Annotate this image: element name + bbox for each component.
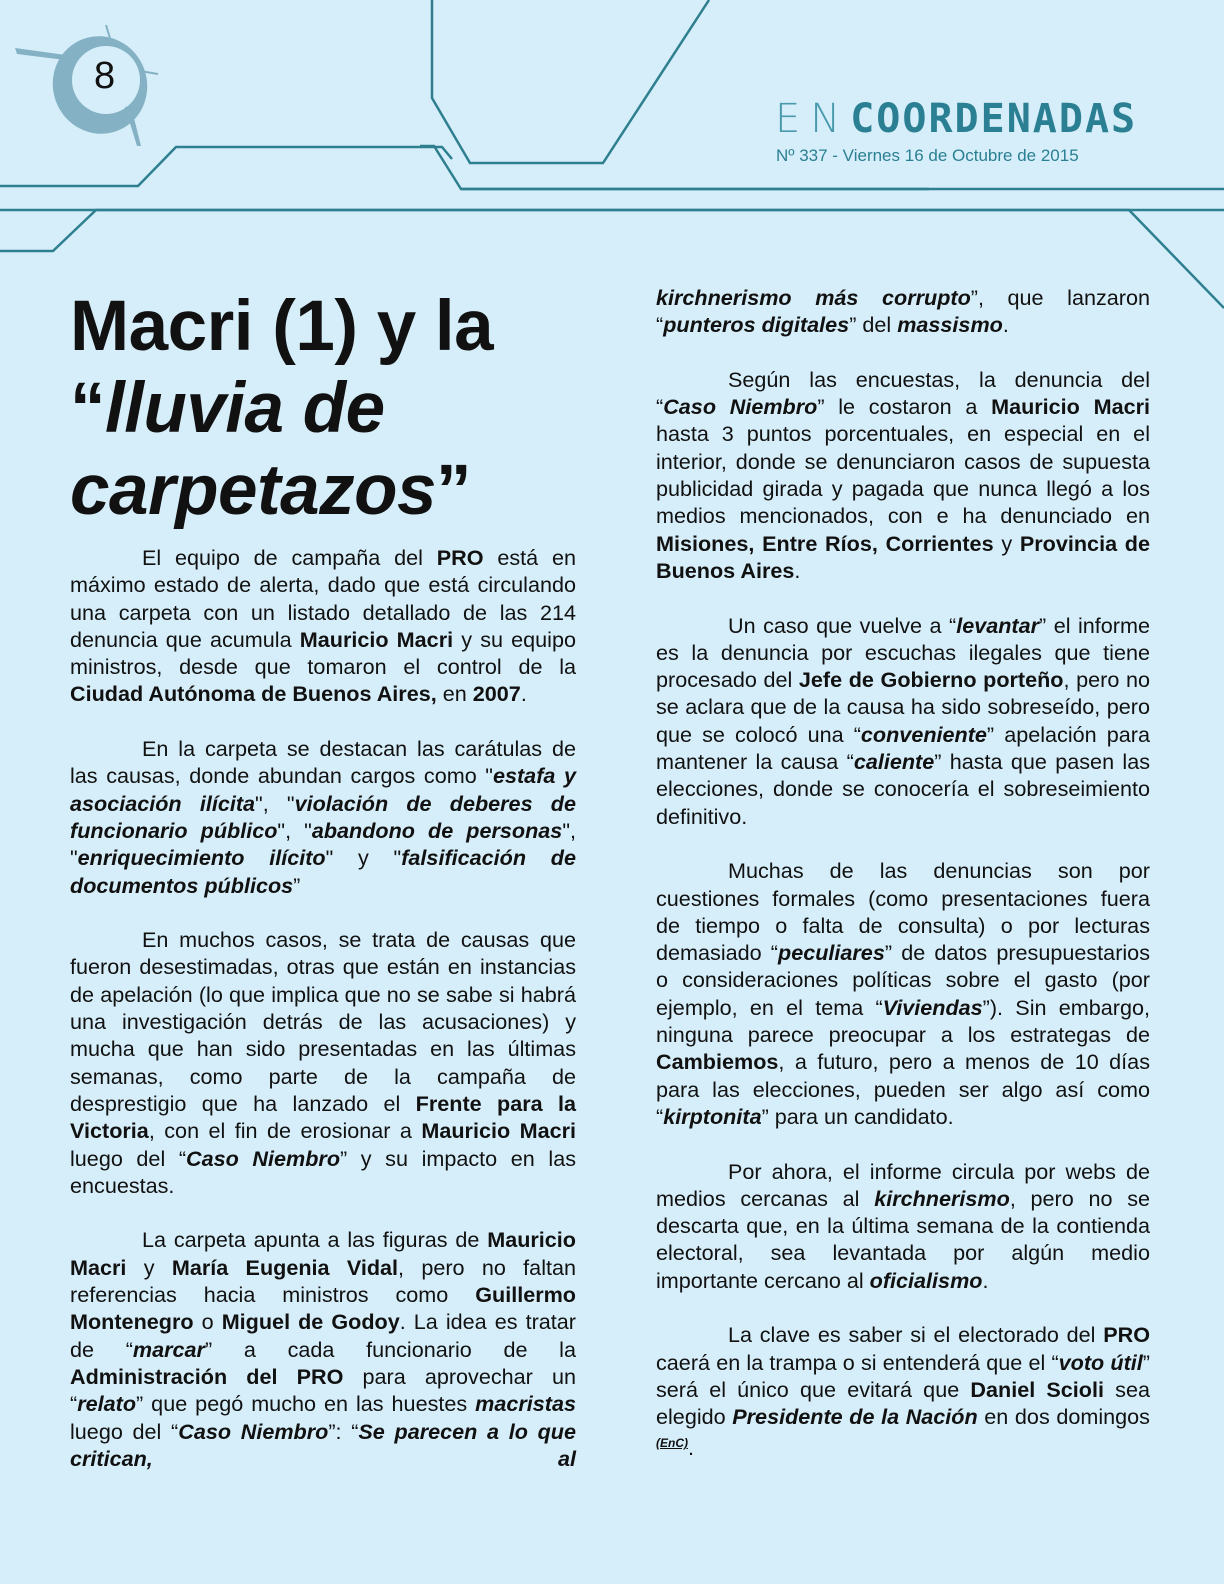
bold-text: Mauricio Macri [70,1227,576,1280]
text-run: . [688,1435,694,1461]
text-run: Muchas de las denuncias son por cuestiones formales (como presentaciones fuera de tiempo o falta de consulta) o por lecturas demasiado “ [656,858,1150,966]
text-run: ”, que lanzaron “ [656,285,1150,338]
bold-text: Guillermo Montenegro [70,1282,576,1335]
text-run: ” del [849,312,898,338]
text-run: La carpeta apunta a las figuras de [142,1227,488,1253]
bold-italic-text: levantar [956,612,1040,638]
text-run: " y " [325,845,402,871]
title-line1: Macri (1) y la [70,287,494,366]
text-run: sea elegido [656,1376,1150,1430]
bold-text: Mauricio Macri [299,626,454,652]
text-run: . La idea es tratar de “ [70,1309,577,1362]
text-run: y su equipo ministros, desde que tomaron el control de la [70,626,576,680]
bold-text: Misiones, Entre Ríos, Corrientes [656,530,994,556]
text-run: ”: “ [328,1418,359,1444]
text-run: para aprovechar un “ [70,1363,576,1417]
text-run: Un caso que vuelve a “ [728,612,957,638]
circuit-line [461,166,1224,189]
bold-text: Cambiemos [656,1049,779,1075]
article-paragraph [656,1321,1150,1462]
bold-italic-text: punteros digitales [663,312,850,338]
issue-line: Nº 337 - Viernes 16 de Octubre de 2015 [776,146,1079,165]
article-column-right [656,284,1150,1489]
text-run: , a futuro, pero a menos de 10 días para las elecciones, pueden ser algo así como “ [656,1049,1150,1129]
text-run: luego del “ [70,1418,179,1444]
text-run: , pero no faltan referencias hacia ministros como [70,1254,577,1308]
masthead-bold: COORDENADAS [850,96,1138,142]
bold-italic-text: caliente [853,749,935,775]
article-paragraph [656,857,1150,1130]
text-run: Según las encuestas, la denuncia del “ [656,366,1150,420]
text-run: ” y su impacto en las encuestas. [70,1145,576,1198]
text-run: . [520,681,527,707]
title-quote-close: ” [435,451,471,530]
bold-italic-text: Caso Niembro [178,1418,329,1444]
text-run: y [126,1254,172,1280]
bold-italic-text: oficialismo [869,1267,983,1293]
bold-italic-text: Presidente de la Nación [732,1404,978,1430]
text-run: ” será el único que evitará que [656,1349,1150,1402]
bold-italic-text: estafa y asociación ilícita [70,763,576,816]
bold-italic-text: Viviendas [882,994,983,1020]
bold-text: 2007 [472,681,521,707]
article-body-left [70,544,576,1472]
text-run: en [436,681,473,707]
signature-mark: (EnC) [656,1436,688,1451]
text-run: hasta 3 puntos porcentuales, en especial en el interior, donde se denunciaron casos de supuesta publicidad girada y pagada que nunca llegó a los medios mencionados, con e ha denunciado en [656,421,1150,529]
text-run: En la carpeta se destacan las carátulas de las causas, donde abundan cargos como " [70,736,576,789]
bold-italic-text: Caso Niembro [186,1145,341,1171]
article-paragraph [70,926,576,1199]
bold-text: Ciudad Autónoma de Buenos Aires, [70,681,437,707]
page-badge-icon [15,23,161,147]
bold-text: Mauricio Macri [421,1118,576,1144]
bold-text: Mauricio Macri [991,394,1151,420]
title-quote-open: “ [70,369,105,448]
article-paragraph [70,1226,576,1472]
bold-text: María Eugenia Vidal [171,1254,399,1280]
text-run: ” [293,872,301,898]
article-paragraph [656,612,1150,830]
bold-italic-text: Caso Niembro [663,394,818,420]
article-paragraph [70,735,576,899]
text-run: ", " [255,790,295,816]
text-run: ", " [277,817,312,843]
text-run: y [993,530,1020,556]
bold-text: PRO [436,545,484,570]
bold-italic-text: voto útil [1058,1349,1143,1375]
bold-italic-text: kirchnerismo más corrupto [656,285,971,310]
text-run: ” apelación para mantener la causa “ [656,721,1150,775]
article-title [70,286,576,532]
article-paragraph-continued [656,284,1150,339]
page-number: 8 [94,55,116,97]
text-run: está en máximo estado de alerta, dado que está circulando una carpeta con un listado detallado de las 214 denuncia que acumula [70,545,576,652]
bold-text: Jefe de Gobierno porteño [798,667,1064,693]
article-paragraph [70,544,576,708]
bold-italic-text: enriquecimiento ilícito [77,845,326,871]
text-run: En muchos casos, se trata de causas que fueron desestimadas, otras que están en instancias de apelación (lo que implica que no se sabe si habrá una investigación detrás de las acusaciones) y mucha que han sido presentadas en las últimas semanas, como parte de la campaña de desprestigio que ha lanzado el [70,927,576,1116]
text-run: ” para un candidato. [761,1103,954,1129]
bold-italic-text: marcar [132,1336,205,1362]
article-body-right [656,284,1150,1462]
bold-italic-text: massismo [897,312,1003,338]
text-run: ” de datos presupuestarios o consideraciones políticas sobre el gasto (por ejemplo, en el tema “ [656,940,1150,1020]
publication-masthead [775,96,1137,142]
text-run: en dos domingos [977,1404,1150,1430]
text-run: Por ahora, el informe circula por webs de medios cercanas al [656,1158,1150,1211]
circuit-line [432,0,709,163]
bold-italic-text: kirchnerismo [874,1185,1010,1211]
bold-italic-text: conveniente [860,721,987,747]
text-run: ” a cada funcionario de la [204,1336,576,1362]
bold-italic-text: Se parecen a lo que critican, al [70,1418,577,1471]
circuit-line [0,147,452,186]
text-run: La clave es saber si el electorado del [728,1322,1104,1348]
article-paragraph [656,1158,1150,1294]
text-run: ” le costaron a [817,394,992,420]
bold-italic-text: abandono de personas [311,817,563,843]
text-run: , pero no se descarta que, en la última semana de la contienda electoral, sea levantada por algún medio importante cercano al [656,1185,1150,1293]
bold-text: PRO [1103,1322,1150,1348]
bold-text: Miguel de Godoy [221,1309,400,1335]
text-run: caerá en la trampa o si entenderá que el “ [656,1349,1059,1375]
text-run: . [1002,312,1009,338]
bold-italic-text: peculiares [778,940,885,966]
bold-italic-text: macristas [475,1391,576,1417]
bold-italic-text: relato [77,1391,137,1417]
text-run: luego del “ [70,1145,187,1171]
text-run: ” el informe es la denuncia por escuchas ilegales que tiene procesado del [656,612,1150,693]
article-paragraph [656,366,1150,584]
bold-italic-text: violación de deberes de funcionario público [70,790,576,843]
bold-text: Administración del PRO [70,1363,344,1389]
bold-italic-text: kirptonita [663,1103,762,1129]
text-run: ” hasta que pasen las elecciones, donde se conocería el sobreseimiento definitivo. [656,749,1150,829]
text-run: ”). Sin embargo, ninguna parece preocupar a los estrategas de [656,994,1150,1048]
text-run: , con el fin de erosionar a [148,1118,422,1144]
text-run: , pero no se aclara que de la causa ha sido sobreseído, pero que se colocó una “ [656,667,1150,747]
text-run: ” que pegó mucho en las huestes [136,1391,476,1417]
text-run: El equipo de campaña del [142,545,437,570]
text-run: ", " [70,817,576,871]
text-run: . [794,557,801,583]
bold-text: Provincia de Buenos Aires [656,530,1151,583]
masthead-light: EN [775,96,851,142]
title-italic: lluvia de carpetazos [70,369,436,530]
circuit-line [0,210,1224,251]
text-run: o [193,1309,222,1335]
bold-text: Frente para la Victoria [70,1090,576,1144]
article-column-left [70,286,576,1472]
bold-text: Daniel Scioli [970,1376,1104,1402]
bold-italic-text: falsificación de documentos públicos [70,845,576,898]
text-run: . [982,1267,989,1293]
